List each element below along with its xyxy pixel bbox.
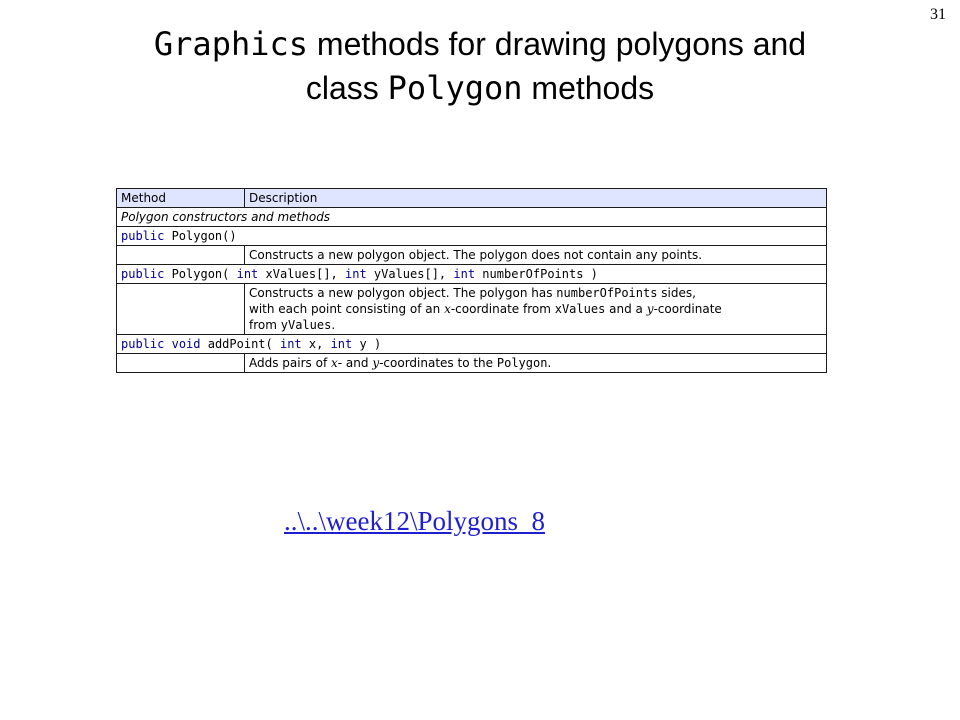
desc-text: from — [249, 318, 281, 332]
desc-text: . — [547, 356, 552, 370]
desc-italic: x — [330, 356, 338, 370]
keyword: public — [121, 337, 165, 351]
signature-text: Polygon() — [164, 229, 237, 243]
keyword: void — [171, 337, 201, 351]
desc-text: and a — [605, 302, 647, 316]
desc-code: numberOfPoints — [556, 286, 658, 300]
desc-italic: y — [372, 356, 380, 370]
title-line-2-text: class — [305, 70, 388, 106]
section-label: Polygon constructors and methods — [117, 208, 827, 227]
signature-text: x, — [301, 337, 331, 351]
method-signature — [117, 335, 827, 354]
desc-text: sides, — [657, 286, 696, 300]
keyword: int — [236, 267, 259, 281]
desc-code: yValues — [280, 318, 332, 332]
signature-text: y ) — [352, 337, 382, 351]
desc-text: Constructs a new polygon object. The polygon has — [249, 286, 557, 300]
method-signature — [117, 265, 827, 284]
desc-code: xValues — [554, 302, 606, 316]
title-line-2 — [0, 66, 960, 110]
signature-row-addpoint — [117, 335, 827, 354]
methods-table — [116, 188, 827, 373]
header-method: Method — [117, 189, 245, 208]
signature-row-polygon-arrays — [117, 265, 827, 284]
keyword: int — [345, 267, 367, 281]
method-description — [245, 284, 827, 335]
signature-text: addPoint( — [200, 337, 280, 351]
desc-text: with each point consisting of an — [249, 302, 445, 316]
empty-cell — [117, 284, 245, 335]
keyword: int — [453, 267, 476, 281]
method-description — [245, 354, 827, 373]
signature-text: Polygon( — [164, 267, 237, 281]
title-line-1-text: methods for drawing polygons and — [308, 26, 807, 62]
desc-text: -coordinate — [653, 302, 722, 316]
desc-text: . — [331, 318, 336, 332]
title-code-polygon: Polygon — [387, 69, 523, 107]
page-number: 31 — [930, 6, 946, 23]
desc-text: Adds pairs of — [249, 356, 331, 370]
desc-italic: x — [444, 302, 451, 316]
empty-cell — [117, 354, 245, 373]
keyword: int — [279, 337, 302, 351]
description-row — [117, 354, 827, 373]
empty-cell — [117, 246, 245, 265]
header-description: Description — [245, 189, 827, 208]
desc-code: Polygon — [496, 356, 548, 370]
polygons-example-link[interactable]: ..\..\week12\Polygons_8 — [284, 506, 545, 536]
signature-row-polygon-default — [117, 227, 827, 246]
method-signature — [117, 227, 827, 246]
desc-italic: y — [646, 302, 654, 316]
keyword: public — [121, 229, 165, 243]
section-row — [117, 208, 827, 227]
desc-text: -coordinates to the — [379, 356, 497, 370]
table-header-row — [117, 189, 827, 208]
title-line-2-end: methods — [522, 70, 655, 106]
title-code-graphics: Graphics — [153, 25, 309, 63]
description-row — [117, 246, 827, 265]
signature-text: numberOfPoints ) — [475, 267, 598, 281]
description-row — [117, 284, 827, 335]
signature-text: xValues[], — [258, 267, 345, 281]
page-title — [0, 22, 960, 110]
method-description: Constructs a new polygon object. The polygon does not contain any points. — [245, 246, 827, 265]
keyword: public — [121, 267, 165, 281]
title-line-1 — [0, 22, 960, 66]
desc-text: - and — [337, 356, 373, 370]
keyword: int — [330, 337, 353, 351]
desc-text: -coordinate from — [450, 302, 555, 316]
signature-text: yValues[], — [366, 267, 454, 281]
